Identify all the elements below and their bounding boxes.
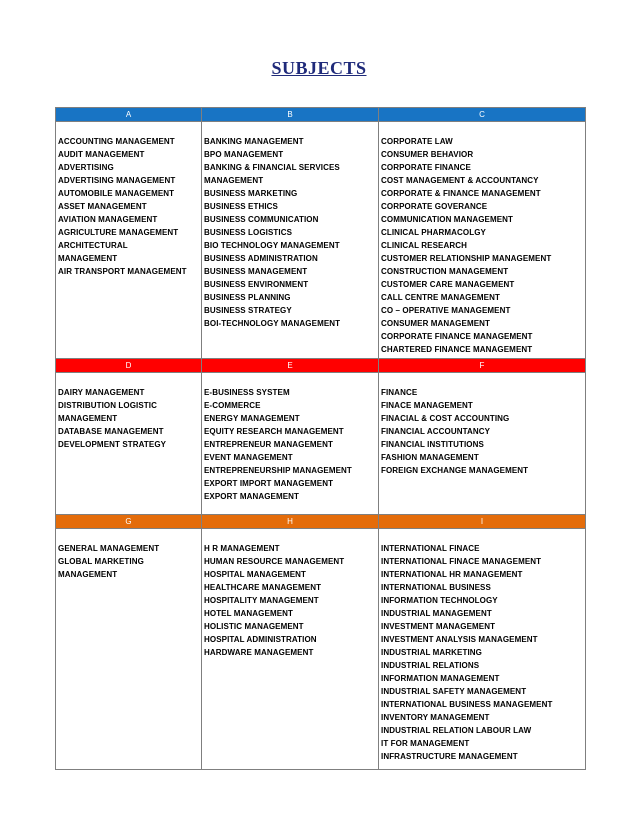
subject-item: CUSTOMER CARE MANAGEMENT — [381, 280, 515, 289]
subject-item: CLINICAL RESEARCH — [381, 241, 468, 250]
subject-item: CORPORATE & FINANCE MANAGEMENT — [381, 189, 541, 198]
subject-item: HOLISTIC MANAGEMENT — [204, 622, 304, 631]
subject-item: MANAGEMENT — [58, 414, 118, 423]
subject-item: E-BUSINESS SYSTEM — [204, 388, 290, 397]
subject-item: ACCOUNTING MANAGEMENT — [58, 137, 175, 146]
subject-item: ADVERTISING MANAGEMENT — [58, 176, 176, 185]
subject-item: ENTREPRENEURSHIP MANAGEMENT — [204, 466, 352, 475]
subject-item: INVESTMENT MANAGEMENT — [381, 622, 496, 631]
subject-item: CUSTOMER RELATIONSHIP MANAGEMENT — [381, 254, 552, 263]
column-header-g: G — [56, 515, 202, 529]
subject-item: EXPORT MANAGEMENT — [204, 492, 300, 501]
subject-item: FINACIAL & COST ACCOUNTING — [381, 414, 510, 423]
subjects-table — [55, 107, 586, 770]
subject-item: BUSINESS MARKETING — [204, 189, 298, 198]
subject-item: BPO MANAGEMENT — [204, 150, 284, 159]
subject-item: GENERAL MANAGEMENT — [58, 544, 160, 553]
subject-item: INFORMATION MANAGEMENT — [381, 674, 500, 683]
subject-item: COST MANAGEMENT & ACCOUNTANCY — [381, 176, 539, 185]
subject-item: INDUSTRIAL RELATIONS — [381, 661, 480, 670]
subject-item: CORPORATE LAW — [381, 137, 453, 146]
subject-item: DATABASE MANAGEMENT — [58, 427, 164, 436]
subject-list-c — [379, 122, 585, 358]
subject-item: FINANCE — [381, 388, 418, 397]
section-body-row — [56, 529, 586, 770]
subject-item: EQUITY RESEARCH MANAGEMENT — [204, 427, 344, 436]
subject-item: ARCHITECTURAL — [58, 241, 128, 250]
subject-item: FASHION MANAGEMENT — [381, 453, 479, 462]
subject-item: INTERNATIONAL HR MANAGEMENT — [381, 570, 523, 579]
subject-item: E-COMMERCE — [204, 401, 261, 410]
subject-item: INTERNATIONAL BUSINESS — [381, 583, 491, 592]
subject-item: ASSET MANAGEMENT — [58, 202, 147, 211]
subject-item: GLOBAL MARKETING — [58, 557, 144, 566]
subject-list-h — [202, 529, 378, 661]
subject-item: INTERNATIONAL BUSINESS MANAGEMENT — [381, 700, 553, 709]
subject-item: BOI-TECHNOLOGY MANAGEMENT — [204, 319, 341, 328]
subject-item: INTERNATIONAL FINACE MANAGEMENT — [381, 557, 542, 566]
subject-item: AUDIT MANAGEMENT — [58, 150, 145, 159]
subject-list-i — [379, 529, 585, 765]
subject-item: ENTREPRENEUR MANAGEMENT — [204, 440, 333, 449]
subject-item: HOSPITAL MANAGEMENT — [204, 570, 307, 579]
subject-item: HEALTHCARE MANAGEMENT — [204, 583, 322, 592]
subject-item: AGRICULTURE MANAGEMENT — [58, 228, 179, 237]
subject-item: BANKING MANAGEMENT — [204, 137, 304, 146]
subject-item: EVENT MANAGEMENT — [204, 453, 293, 462]
subject-item: INVESTMENT ANALYSIS MANAGEMENT — [381, 635, 538, 644]
column-header-c: C — [379, 108, 586, 122]
subject-item: AVIATION MANAGEMENT — [58, 215, 158, 224]
subject-item: AIR TRANSPORT MANAGEMENT — [58, 267, 187, 276]
subject-item: INFORMATION TECHNOLOGY — [381, 596, 498, 605]
subject-list-b — [202, 122, 378, 332]
subject-item: INDUSTRIAL RELATION LABOUR LAW — [381, 726, 532, 735]
subject-list-g — [56, 529, 201, 583]
subject-item: DAIRY MANAGEMENT — [58, 388, 145, 397]
subject-item: BUSINESS STRATEGY — [204, 306, 292, 315]
subject-item: BUSINESS ADMINISTRATION — [204, 254, 318, 263]
subject-item: BUSINESS PLANNING — [204, 293, 291, 302]
subject-item: FOREIGN EXCHANGE MANAGEMENT — [381, 466, 529, 475]
section-body-row — [56, 373, 586, 515]
subject-item: BANKING & FINANCIAL SERVICES — [204, 163, 340, 172]
section-body-row — [56, 122, 586, 359]
column-header-d: D — [56, 359, 202, 373]
subject-item: CONSTRUCTION MANAGEMENT — [381, 267, 509, 276]
column-header-h: H — [202, 515, 379, 529]
column-header-e: E — [202, 359, 379, 373]
subject-item: COMMUNICATION MANAGEMENT — [381, 215, 514, 224]
subject-item: CALL CENTRE MANAGEMENT — [381, 293, 500, 302]
column-header-a: A — [56, 108, 202, 122]
section-header-row — [56, 359, 586, 373]
column-header-f: F — [379, 359, 586, 373]
subject-item: DISTRIBUTION LOGISTIC — [58, 401, 157, 410]
subject-item: ENERGY MANAGEMENT — [204, 414, 300, 423]
column-header-i: I — [379, 515, 586, 529]
subject-item: HOTEL MANAGEMENT — [204, 609, 294, 618]
subject-list-f — [379, 373, 585, 479]
section-header-row — [56, 108, 586, 122]
subject-list-e — [202, 373, 378, 505]
subject-item: HOSPITALITY MANAGEMENT — [204, 596, 319, 605]
subject-item: MANAGEMENT — [58, 254, 118, 263]
subject-item: INVENTORY MANAGEMENT — [381, 713, 490, 722]
subject-item: CO – OPERATIVE MANAGEMENT — [381, 306, 511, 315]
subject-list-d — [56, 373, 201, 453]
subject-item: FINANCIAL ACCOUNTANCY — [381, 427, 491, 436]
subject-item: H R MANAGEMENT — [204, 544, 280, 553]
subject-item: INDUSTRIAL MARKETING — [381, 648, 482, 657]
subject-item: EXPORT IMPORT MANAGEMENT — [204, 479, 334, 488]
column-header-b: B — [202, 108, 379, 122]
subject-item: IT FOR MANAGEMENT — [381, 739, 470, 748]
page-title: SUBJECTS — [271, 58, 367, 78]
subject-item: BUSINESS MANAGEMENT — [204, 267, 308, 276]
subject-item: HOSPITAL ADMINISTRATION — [204, 635, 317, 644]
subject-item: ADVERTISING — [58, 163, 114, 172]
subject-item: MANAGEMENT — [58, 570, 118, 579]
subject-item: BUSINESS COMMUNICATION — [204, 215, 319, 224]
subject-item: FINANCIAL INSTITUTIONS — [381, 440, 484, 449]
subject-item: CHARTERED FINANCE MANAGEMENT — [381, 345, 533, 354]
subject-item: CONSUMER MANAGEMENT — [381, 319, 491, 328]
subject-item: DEVELOPMENT STRATEGY — [58, 440, 167, 449]
subject-item: BIO TECHNOLOGY MANAGEMENT — [204, 241, 340, 250]
subject-item: CORPORATE FINANCE MANAGEMENT — [381, 332, 533, 341]
subject-item: INTERNATIONAL FINACE — [381, 544, 480, 553]
subject-item: HARDWARE MANAGEMENT — [204, 648, 314, 657]
subject-item: CONSUMER BEHAVIOR — [381, 150, 474, 159]
subject-item: AUTOMOBILE MANAGEMENT — [58, 189, 175, 198]
subject-item: CLINICAL PHARMACOLGY — [381, 228, 486, 237]
subject-item: INFRASTRUCTURE MANAGEMENT — [381, 752, 518, 761]
subject-item: HUMAN RESOURCE MANAGEMENT — [204, 557, 345, 566]
section-header-row — [56, 515, 586, 529]
subject-item: INDUSTRIAL MANAGEMENT — [381, 609, 492, 618]
subject-item: INDUSTRIAL SAFETY MANAGEMENT — [381, 687, 527, 696]
subject-item: BUSINESS ENVIRONMENT — [204, 280, 309, 289]
subject-item: BUSINESS LOGISTICS — [204, 228, 293, 237]
subject-list-a — [56, 122, 201, 280]
subject-item: CORPORATE GOVERANCE — [381, 202, 488, 211]
subject-item: FINACE MANAGEMENT — [381, 401, 473, 410]
subject-item: BUSINESS ETHICS — [204, 202, 278, 211]
subject-item: CORPORATE FINANCE — [381, 163, 471, 172]
subject-item: MANAGEMENT — [204, 176, 264, 185]
